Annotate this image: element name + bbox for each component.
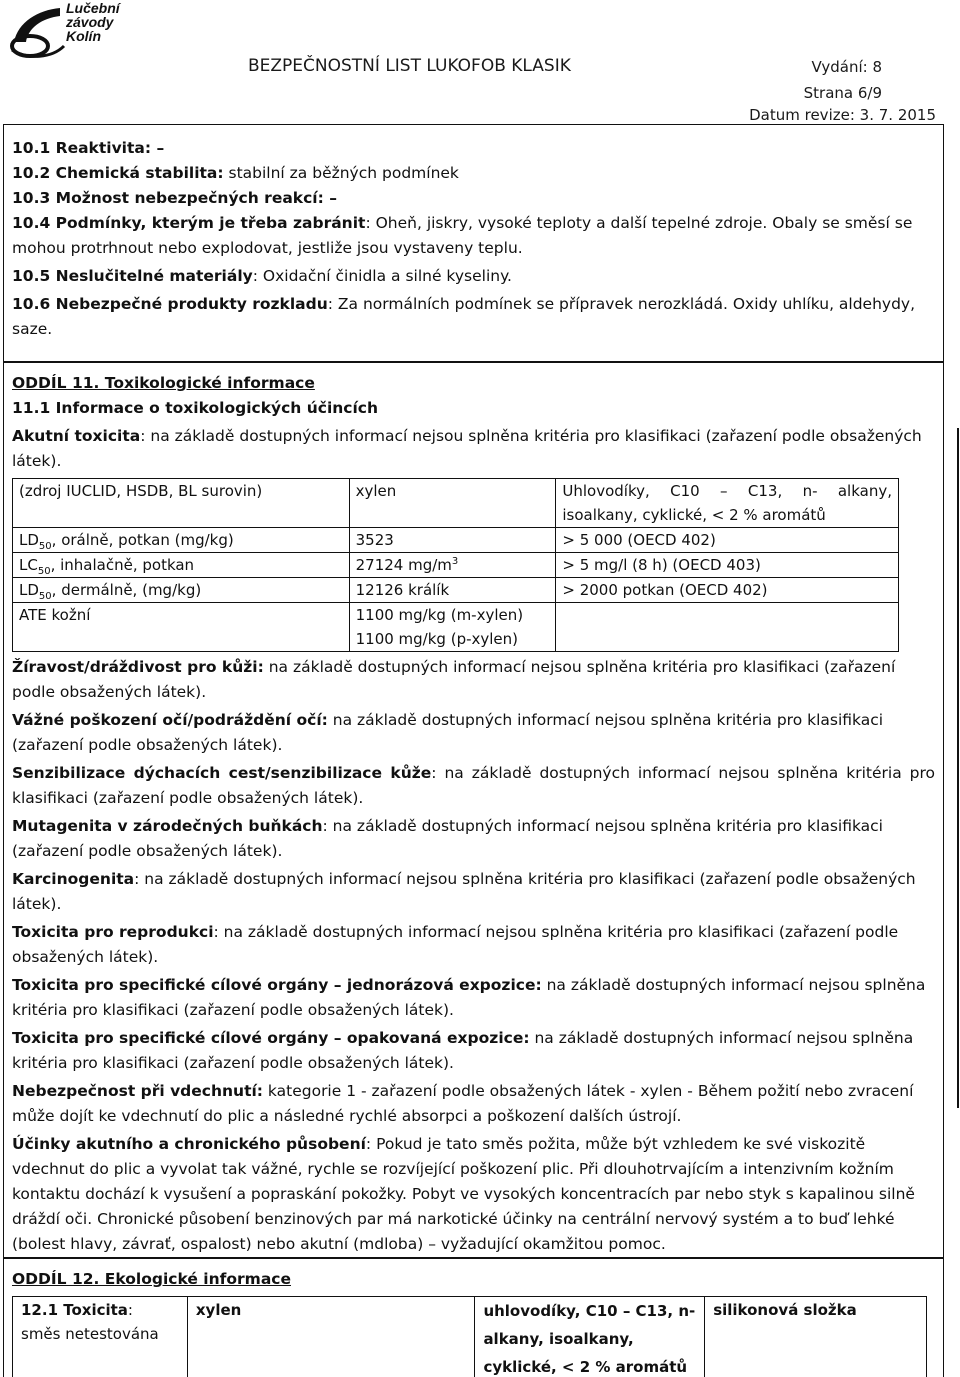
document-title: BEZPEČNOSTNÍ LIST LUKOFOB KLASIK	[248, 56, 571, 76]
logo-line-1: Lučební	[66, 0, 120, 16]
carcinogenicity-line: Karcinogenita: na základě dostupných informací nejsou splněna kritéria pro klasifikaci (zařazení podle obsažených látek).	[12, 870, 916, 913]
conditions-avoid-line	[12, 211, 935, 261]
ecotoxicity-table	[12, 1296, 927, 1377]
table-cell: ATE kožní	[13, 603, 350, 652]
page-number: Strana 6/9	[803, 84, 882, 102]
table-cell: silikonová složka	[705, 1297, 927, 1377]
acute-chronic-effects-line: Účinky akutního a chronického působení: Pokud je tato směs požita, může být vzhledem ke své viskozitě vdechnut do plic a vyvolat tak vážné, rychle se rozvíjející poškození plic. Při dlouhotrvajícím a intenzivním kožním kontaktu dochází k vysušení a popraskání pokožky. Pobyt ve vysokých koncentracích par nebo styk s kapalinou silně dráždí oči. Chronické působení benzinových par má narkotické účinky na centrální nervový systém a to buď lehké (bolest hlavy, závrať, ospalost) nebo akutní (mdloba) – vyžadující okamžitou pomoc.	[12, 1135, 915, 1253]
reproductive-toxicity-line: Toxicita pro reprodukci: na základě dostupných informací nejsou splněna kritéria pro klasifikaci (zařazení podle obsažených látek).	[12, 923, 899, 966]
section-12-box	[3, 1258, 944, 1377]
incompatible-materials-label: 10.5 Neslučitelné materiály	[12, 267, 253, 285]
section-11-subheading	[12, 396, 935, 421]
table-cell: $LD_{50}$, orálně, potkan (mg/kg)	[13, 528, 350, 553]
acute-toxicity-text: : na základě dostupných informací nejsou splněna kritéria pro klasifikaci (zařazení podle obsažených látek).	[12, 427, 922, 470]
table-row	[13, 603, 899, 652]
table-cell	[556, 603, 899, 652]
incompatible-materials-text: : Oxidační činidla a silné kyseliny.	[252, 267, 512, 285]
table-cell: $LD_{50}$, dermálně, (mg/kg)	[13, 578, 350, 603]
table-cell: uhlovodíky, C10 – C13, n- alkany, isoalkany, cyklické, < 2 % aromátů	[475, 1297, 705, 1377]
table-cell: 12.1 Toxicita: směs netestována	[13, 1297, 188, 1377]
table-row	[13, 1297, 927, 1377]
stot-repeated-line: Toxicita pro specifické cílové orgány – opakovaná expozice: na základě dostupných informací nejsou splněna kritéria pro klasifikaci (zařazení podle obsažených látek).	[12, 1029, 914, 1072]
table-cell: xylen	[349, 479, 556, 528]
table-cell: > 5 000 (OECD 402)	[556, 528, 899, 553]
margin-rule	[957, 428, 959, 1108]
table-row	[13, 553, 899, 578]
table-row	[13, 578, 899, 603]
table-cell: 1100 mg/kg (m-xylen) 1100 mg/kg (p-xylen)	[349, 603, 556, 652]
stability-text: stabilní za běžných podmínek	[223, 164, 459, 182]
decomposition-products-text: : Za normálních podmínek se přípravek nerozkládá. Oxidy uhlíku, aldehydy, saze.	[12, 295, 916, 338]
conditions-avoid-text: : Oheň, jiskry, vysoké teploty a další tepelné zdroje. Obaly se směsí se mohou protrhnout nebo explodovat, jestliže jsou vystaveny teplu.	[12, 214, 913, 257]
table-cell: > 5 mg/l (8 h) (OECD 403)	[556, 553, 899, 578]
acute-toxicity-label: Akutní toxicita	[12, 427, 141, 445]
toxicity-table	[12, 478, 899, 652]
edition-number: Vydání: 8	[811, 58, 882, 76]
section-12-heading: ODDÍL 12. Ekologické informace	[12, 1270, 291, 1288]
logo-line-2: závody	[66, 14, 114, 30]
table-cell: > 2000 potkan (OECD 402)	[556, 578, 899, 603]
reactivity-label: 10.1 Reaktivita: –	[12, 139, 165, 157]
logo-line-3: Kolín	[66, 28, 101, 44]
table-row	[13, 528, 899, 553]
table-cell: 12126 králík	[349, 578, 556, 603]
reactivity-line	[12, 136, 935, 161]
sensitization-line: Senzibilizace dýchacích cest/senzibilizace kůže: na základě dostupných informací nejsou splněna kritéria pro klasifikaci (zařazení podle obsažených látek).	[12, 764, 935, 807]
section-10-box	[3, 124, 944, 362]
section-11-heading: ODDÍL 11. Toxikologické informace	[12, 374, 315, 392]
table-cell: 3523	[349, 528, 556, 553]
table-cell: Uhlovodíky, C10 – C13, n- alkany, isoalkany, cyklické, < 2 % aromátů	[556, 479, 899, 528]
company-logo	[8, 2, 148, 64]
aspiration-hazard-line: Nebezpečnost při vdechnutí: kategorie 1 - zařazení podle obsažených látek - xylen - Během požití nebo zvracení může dojít ke vdechnutí do plic a následné rychlé absorpci a poškození dalších ústrojí.	[12, 1082, 914, 1125]
hazardous-reactions-label: 10.3 Možnost nebezpečných reakcí: –	[12, 189, 337, 207]
section-11-box	[3, 362, 944, 1258]
decomposition-products-label: 10.6 Nebezpečné produkty rozkladu	[12, 295, 328, 313]
table-cell: xylen	[187, 1297, 475, 1377]
incompatible-materials-line	[12, 264, 935, 289]
acute-toxicity-line	[12, 424, 935, 474]
skin-corrosion-line: Žíravost/dráždivost pro kůži: na základě dostupných informací nejsou splněna kritéria pro klasifikaci (zařazení podle obsažených látek).	[12, 658, 896, 701]
mutagenicity-line: Mutagenita v zárodečných buňkách: na základě dostupných informací nejsou splněna kritéria pro klasifikaci (zařazení podle obsažených látek).	[12, 817, 883, 860]
table-cell: $LC_{50}$, inhalačně, potkan	[13, 553, 350, 578]
conditions-avoid-label: 10.4 Podmínky, kterým je třeba zabránit	[12, 214, 366, 232]
toxicology-subheading: 11.1 Informace o toxikologických účincích	[12, 399, 379, 417]
decomposition-products-line	[12, 292, 935, 342]
stot-single-line: Toxicita pro specifické cílové orgány – jednorázová expozice: na základě dostupných informací nejsou splněna kritéria pro klasifikaci (zařazení podle obsažených látek).	[12, 976, 926, 1019]
stability-line	[12, 161, 935, 186]
revision-date: Datum revize: 3. 7. 2015	[749, 106, 936, 124]
table-row	[13, 479, 899, 528]
hazardous-reactions-line	[12, 186, 935, 211]
table-cell: 27124 $mg/m^3$	[349, 553, 556, 578]
eye-damage-line: Vážné poškození očí/podráždění očí: na základě dostupných informací nejsou splněna kritéria pro klasifikaci (zařazení podle obsažených látek).	[12, 711, 884, 754]
stability-label: 10.2 Chemická stabilita:	[12, 164, 224, 182]
table-cell: (zdroj IUCLID, HSDB, BL surovin)	[13, 479, 350, 528]
